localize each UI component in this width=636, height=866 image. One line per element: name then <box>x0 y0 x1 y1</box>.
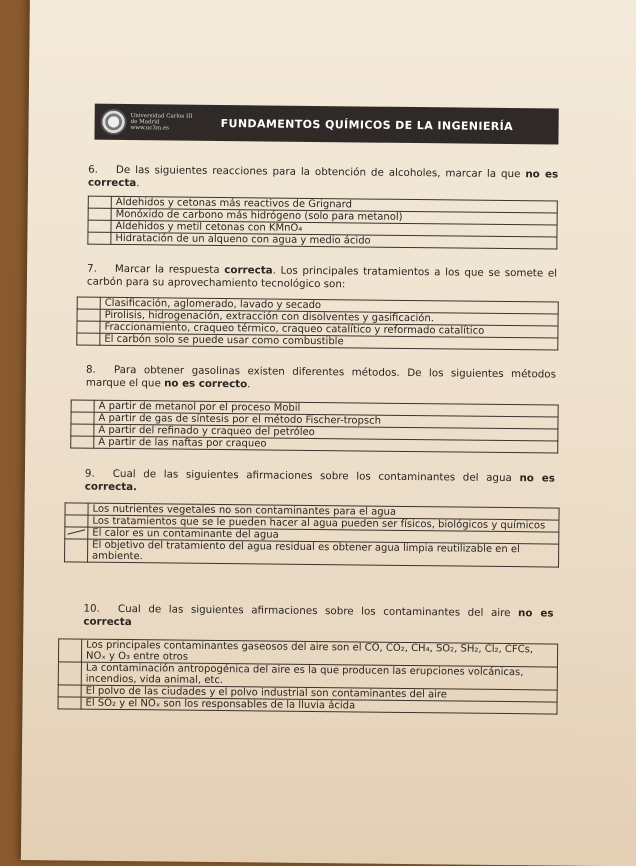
option-text: El carbón solo se puede usar como combustible <box>100 333 558 350</box>
option-text: A partir de metanol por el proceso Mobil <box>94 400 558 417</box>
question-7 <box>87 263 557 293</box>
option-text: El objetivo del tratamiento del agua residual es obtener agua limpia reutilizable en el ambiente. <box>88 539 559 567</box>
question-number: 10. <box>83 603 100 615</box>
question-emphasis: no es correcta. <box>85 472 555 492</box>
question-emphasis: no es correcta <box>88 168 558 188</box>
options-table-6 <box>87 196 557 250</box>
answer-box[interactable] <box>77 309 100 321</box>
option-text: El SO₂ y el NOₓ son los responsables de la lluvia ácida <box>81 697 557 714</box>
question-10 <box>83 603 553 633</box>
answer-box-marked[interactable] <box>65 527 88 539</box>
question-9 <box>85 468 555 498</box>
answer-box[interactable] <box>77 321 100 333</box>
options-table-9 <box>64 502 560 567</box>
answer-box[interactable] <box>65 503 88 515</box>
answer-box[interactable] <box>88 208 111 220</box>
question-number: 8. <box>86 364 96 376</box>
answer-box[interactable] <box>58 639 81 662</box>
handwritten-mark-icon <box>67 529 85 534</box>
question-text: Cual de las siguientes afirmaciones sobre los contaminantes del agua <box>113 468 512 484</box>
option-text: Los principales contaminantes gaseosos del aire son el CO, CO₂, CH₄, SO₂, SH₂, Cl₂, CFCs, NOₓ y O₃ entre otros <box>81 639 557 667</box>
question-text: De las siguientes reacciones para la obtención de alcoholes, marcar la que <box>116 164 521 180</box>
question-trail: . Los principales tratamientos a los que se somete el carbón para su aprovechamiento tecnológico son: <box>87 265 557 290</box>
option-text: Pirolisis, hidrogenación, extracción con disolventes y gasificación. <box>100 309 558 326</box>
question-number: 9. <box>85 468 95 480</box>
option-text: Aldehidos y metil cetonas con KMnO₄ <box>111 220 557 237</box>
course-title: FUNDAMENTOS QUÍMICOS DE LA INGENIERÍA <box>221 117 514 133</box>
option-text: Fraccionamiento, craqueo térmico, craqueo catalítico y reformado catalítico <box>100 321 558 338</box>
option-text: El polvo de las ciudades y el polvo industrial son contaminantes del aire <box>81 685 557 702</box>
question-number: 7. <box>87 263 97 275</box>
answer-box[interactable] <box>88 196 111 208</box>
answer-box[interactable] <box>71 412 94 424</box>
answer-box[interactable] <box>71 400 94 412</box>
question-8 <box>86 364 556 394</box>
university-name: Universidad Carlos III de Madrid <box>131 113 201 126</box>
answer-box[interactable] <box>58 685 81 697</box>
question-trail: . <box>247 378 250 390</box>
option-text: A partir de gas de síntesis por el método Fischer-tropsch <box>94 412 558 429</box>
option-text: Los nutrientes vegetales no son contaminantes para el agua <box>88 503 559 520</box>
header-banner <box>94 104 558 145</box>
university-logo-text <box>131 113 201 132</box>
answer-box[interactable] <box>58 697 81 709</box>
option-text: A partir del refinado y craqueo del petróleo <box>94 424 558 441</box>
answer-box[interactable] <box>65 539 88 562</box>
answer-box[interactable] <box>71 424 94 436</box>
question-text: Para obtener gasolinas existen diferentes métodos. De los siguientes métodos marque el que <box>86 364 556 389</box>
option-text: Los tratamientos que se le pueden hacer al agua pueden ser físicos, biológicos y químicos <box>88 515 559 532</box>
option-text: La contaminación antropogénica del aire es la que producen las erupciones volcánicas, incendios, vida animal, etc. <box>81 662 557 690</box>
answer-box[interactable] <box>65 515 88 527</box>
university-website: www.uc3m.es <box>131 125 201 132</box>
answer-box[interactable] <box>88 220 111 232</box>
options-table-8 <box>70 399 558 453</box>
question-trail: . <box>136 177 139 189</box>
option-text: A partir de las naftas por craqueo <box>94 436 558 453</box>
option-text: Aldehidos y cetonas más reactivos de Grignard <box>111 196 557 213</box>
question-emphasis: no es correcto <box>164 377 247 390</box>
answer-box[interactable] <box>77 297 100 309</box>
question-emphasis: no es correcta <box>83 607 553 627</box>
option-text: Monóxido de carbono más hidrógeno (solo para metanol) <box>111 208 557 225</box>
question-number: 6. <box>88 164 98 176</box>
answer-box[interactable] <box>77 333 100 345</box>
answer-box[interactable] <box>58 662 81 685</box>
university-seal-icon <box>100 109 126 135</box>
options-table-10 <box>57 638 558 714</box>
question-text: Cual de las siguientes afirmaciones sobre los contaminantes del aire <box>118 603 511 619</box>
option-text: Clasificación, aglomerado, lavado y secado <box>100 297 558 314</box>
option-text: El calor es un contaminante del agua <box>88 527 559 544</box>
option-text: Hidratación de un alqueno con agua y medio ácido <box>111 232 557 249</box>
question-text: Marcar la respuesta <box>115 263 220 276</box>
answer-box[interactable] <box>71 436 94 448</box>
question-emphasis: correcta <box>224 264 272 277</box>
exam-page <box>21 0 636 866</box>
option-row[interactable] <box>65 539 559 567</box>
question-6 <box>88 164 558 194</box>
options-table-7 <box>76 297 558 351</box>
answer-box[interactable] <box>88 232 111 244</box>
